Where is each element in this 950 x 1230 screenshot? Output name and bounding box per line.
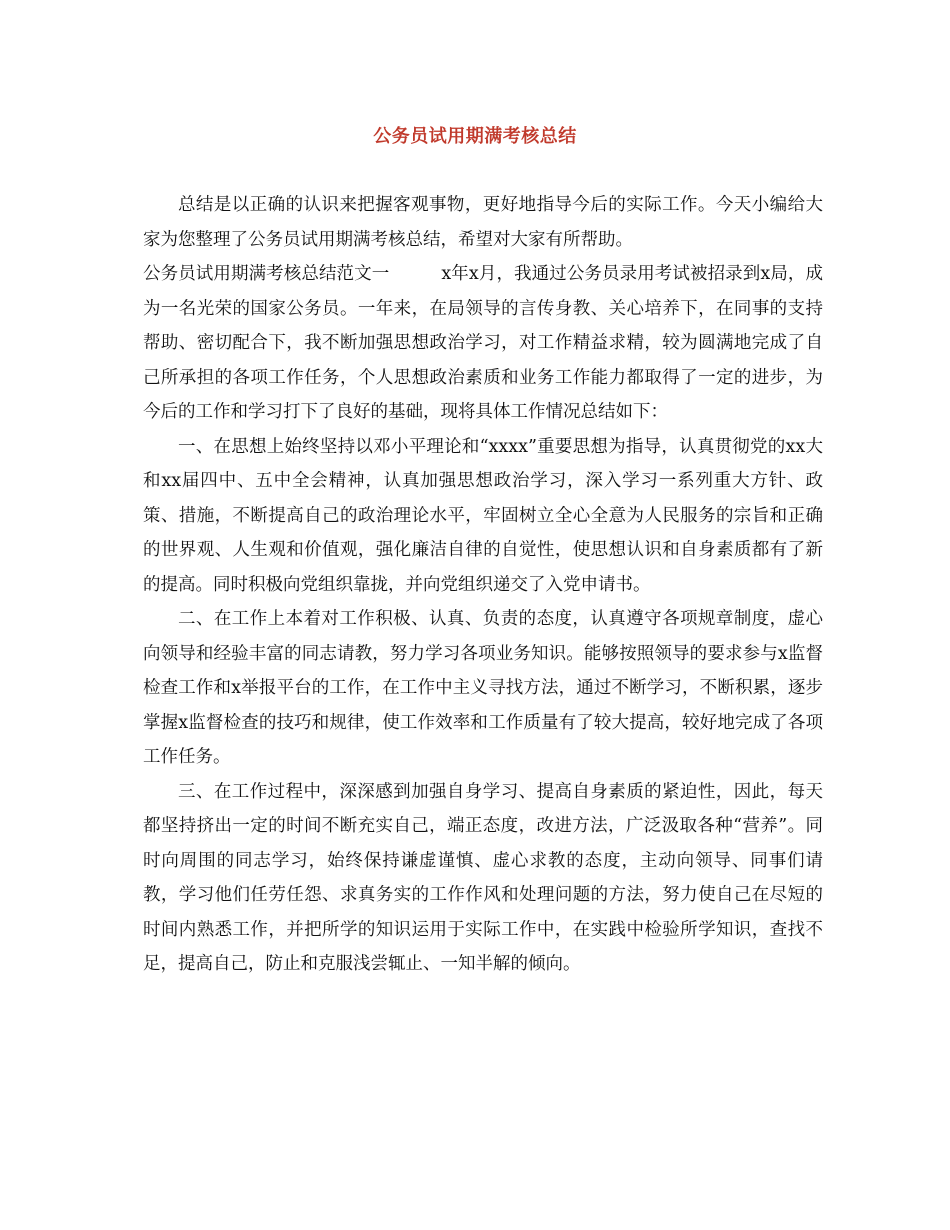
sample-paragraph	[143, 257, 823, 430]
sample-heading-label: 公务员试用期满考核总结范文一	[143, 264, 390, 284]
point-1-paragraph: 一、在思想上始终坚持以邓小平理论和“xxxx”重要思想为指导，认真贯彻党的xx大和xx届四中、五中全会精神，认真加强思想政治学习，深入学习一系列重大方针、政策、措施，不断提高自己的政治理论水平，牢固树立全心全意为人民服务的宗旨和正确的世界观、人生观和价值观，强化廉洁自律的自觉性，使思想认识和自身素质都有了新的提高。同时积极向党组织靠拢，并向党组织递交了入党申请书。	[143, 436, 823, 595]
point-3-paragraph: 三、在工作过程中，深深感到加强自身学习、提高自身素质的紧迫性，因此，每天都坚持挤出一定的时间不断充实自己，端正态度，改进方法，广泛汲取各种“营养”。同时向周围的同志学习，始终保持谦虚谨慎、虚心求教的态度，主动向领导、同事们请教，学习他们任劳任怨、求真务实的工作作风和处理问题的方法，努力使自己在尽短的时间内熟悉工作，并把所学的知识运用于实际工作中，在实践中检验所学知识，查找不足，提高自己，防止和克服浅尝辄止、一知半解的倾向。	[143, 781, 823, 974]
intro-paragraph: 总结是以正确的认识来把握客观事物，更好地指导今后的实际工作。今天小编给大家为您整理了公务员试用期满考核总结，希望对大家有所帮助。	[143, 195, 823, 250]
sample-paragraph-text: x年x月，我通过公务员录用考试被招录到x局，成为一名光荣的国家公务员。一年来，在局领导的言传身教、关心培养下，在同事的支持帮助、密切配合下，我不断加强思想政治学习，对工作精益求精，较为圆满地完成了自己所承担的各项工作任务，个人思想政治素质和业务工作能力都取得了一定的进步，为今后的工作和学习打下了良好的基础，现将具体工作情况总结如下：	[143, 264, 824, 422]
point-2-paragraph: 二、在工作上本着对工作积极、认真、负责的态度，认真遵守各项规章制度，虚心向领导和经验丰富的同志请教，努力学习各项业务知识。能够按照领导的要求参与x监督检查工作和x举报平台的工作，在工作中主义寻找方法，通过不断学习，不断积累，逐步掌握x监督检查的技巧和规律，使工作效率和工作质量有了较大提高，较好地完成了各项工作任务。	[143, 609, 823, 767]
document-body	[143, 188, 823, 982]
document-title: 公务员试用期满考核总结	[373, 126, 577, 147]
